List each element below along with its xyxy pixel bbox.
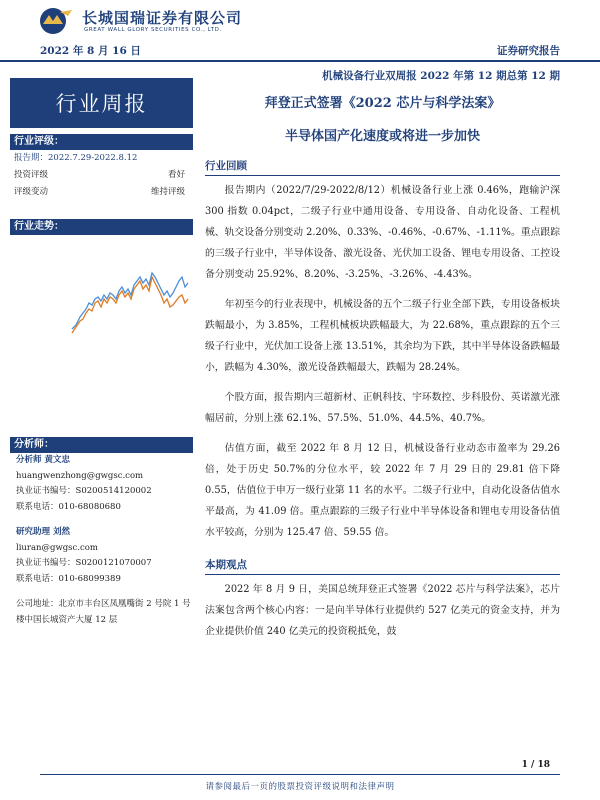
main-content [205, 92, 560, 642]
series-title: 机械设备行业双周报 2022 年第 12 期总第 12 期 [322, 70, 560, 82]
analyst2-cert: 执业证书编号：S0200121070007 [16, 558, 152, 568]
analyst1-phone: 联系电话：010-68080680 [16, 501, 121, 512]
company-name-en: GREAT WALL GLORY SECURITIES CO., LTD. [84, 27, 222, 33]
paragraph-viewpoint-1: 2022 年 8 月 9 日，美国总统拜登正式签署《2022 芯片与科学法案》，芯片法案包含两个核心内容：一是向半导体行业提供约 527 亿美元的资金支持，并为企业提供价值 240 亿美元的投资税抵免，鼓 [205, 584, 560, 637]
analyst1-email[interactable]: huangwenzhong@gwgsc.com [16, 470, 144, 481]
company-logo [38, 6, 74, 36]
header-divider [0, 60, 600, 62]
report-type: 证券研究报告 [497, 45, 560, 57]
weekly-banner: 行业周报 [10, 78, 193, 128]
paragraph-review-2: 年初至今的行业表现中，机械设备的五个二级子行业全部下跌，专用设备板块跌幅最小，为 3.85%，工程机械板块跌幅最大，为 22.68%，重点跟踪的五个三级子行业中，光伏加工设备上涨 13.51%，其余均为下跌，其中半导体设备跌幅最小，跌幅为 4.30%，激光设备跌幅最大，跌幅为 28.24%。 [205, 299, 560, 373]
paragraph-review-3: 个股方面，报告期内三超新材、正帆科技、宇环数控、步科股份、英诺激光涨幅居前，分别上涨 62.1%、57.5%、51.0%、44.5%、40.7%。 [205, 392, 560, 424]
report-subtitle: 半导体国产化速度或将进一步加快 [284, 129, 480, 144]
analyst2-email[interactable]: liuran@gwgsc.com [16, 542, 98, 553]
footer-disclaimer: 请参阅最后一页的股票投资评级说明和法律声明 [205, 782, 395, 792]
paragraph-review-4: 估值方面，截至 2022 年 8 月 12 日，机械设备行业动态市盈率为 29.26 倍，处于历史 50.7%的分位水平，较 2022 年 7 月 29 日的 29.81 倍下降 0.55，估值位于申万一级行业第 11 名的水平。二级子行业中，自动化设备估值水平最高，为 41.09 倍。重点跟踪的三级子行业中半导体设备和锂电专用设备估值水平较高，分别为 125.47 倍、59.55 倍。 [205, 443, 560, 538]
industry-trend-chart [10, 237, 193, 427]
company-address: 公司地址：北京市丰台区凤凰嘴街 2 号院 1 号楼中国长城资产大厦 12 层 [16, 599, 191, 625]
analyst1-name: 分析师 黄文忠 [16, 455, 70, 465]
paragraph-review-1: 报告期内（2022/7/29-2022/8/12）机械设备行业上涨 0.46%，跑输沪深 300 指数 0.04pct，二级子行业中通用设备、专用设备、自动化设备、工程机械、轨交设备分别变动 2.20%、0.33%、-0.46%、-0.67%、-1.11%。重点跟踪的三级子行业中，半导体设备、激光设备、光伏加工设备、锂电专用设备、工控设备分别变动 25.92%、8.20%、-3.25%、-3.26%、-4.43%。 [205, 185, 560, 280]
rating-change-row [10, 184, 193, 201]
page-number: 1 / 18 [521, 760, 550, 770]
analyst2-phone: 联系电话：010-68099389 [16, 573, 121, 584]
investment-rating-value: 看好 [167, 170, 185, 180]
investment-rating-row [10, 167, 193, 184]
sidebar [10, 78, 193, 628]
section-industry-review: 行业回顾 [205, 158, 560, 176]
company-name-cn: 长城国瑞证券有限公司 [82, 9, 243, 27]
report-title: 拜登正式签署《2022 芯片与科学法案》 [264, 96, 501, 111]
trend-line-blue [72, 273, 188, 329]
rating-change-value: 维持评级 [150, 187, 185, 197]
trend-chart-svg [10, 237, 193, 427]
report-date: 2022 年 8 月 16 日 [40, 45, 141, 57]
analyst2-name: 研究助理 刘然 [16, 527, 70, 537]
report-period: 报告期：2022.7.29-2022.8.12 [14, 153, 138, 163]
investment-rating-label: 投资评级 [14, 170, 49, 180]
analyst-heading: 分析师： [10, 437, 193, 453]
trend-line-orange [72, 277, 188, 333]
footer-divider [40, 774, 560, 775]
rating-heading: 行业评级： [10, 134, 193, 150]
trend-heading: 行业走势： [10, 219, 193, 235]
section-viewpoint: 本期观点 [205, 557, 560, 575]
analyst1-cert: 执业证书编号：S0200514120002 [16, 486, 152, 496]
rating-change-label: 评级变动 [14, 187, 49, 197]
analyst-contacts [10, 453, 193, 628]
